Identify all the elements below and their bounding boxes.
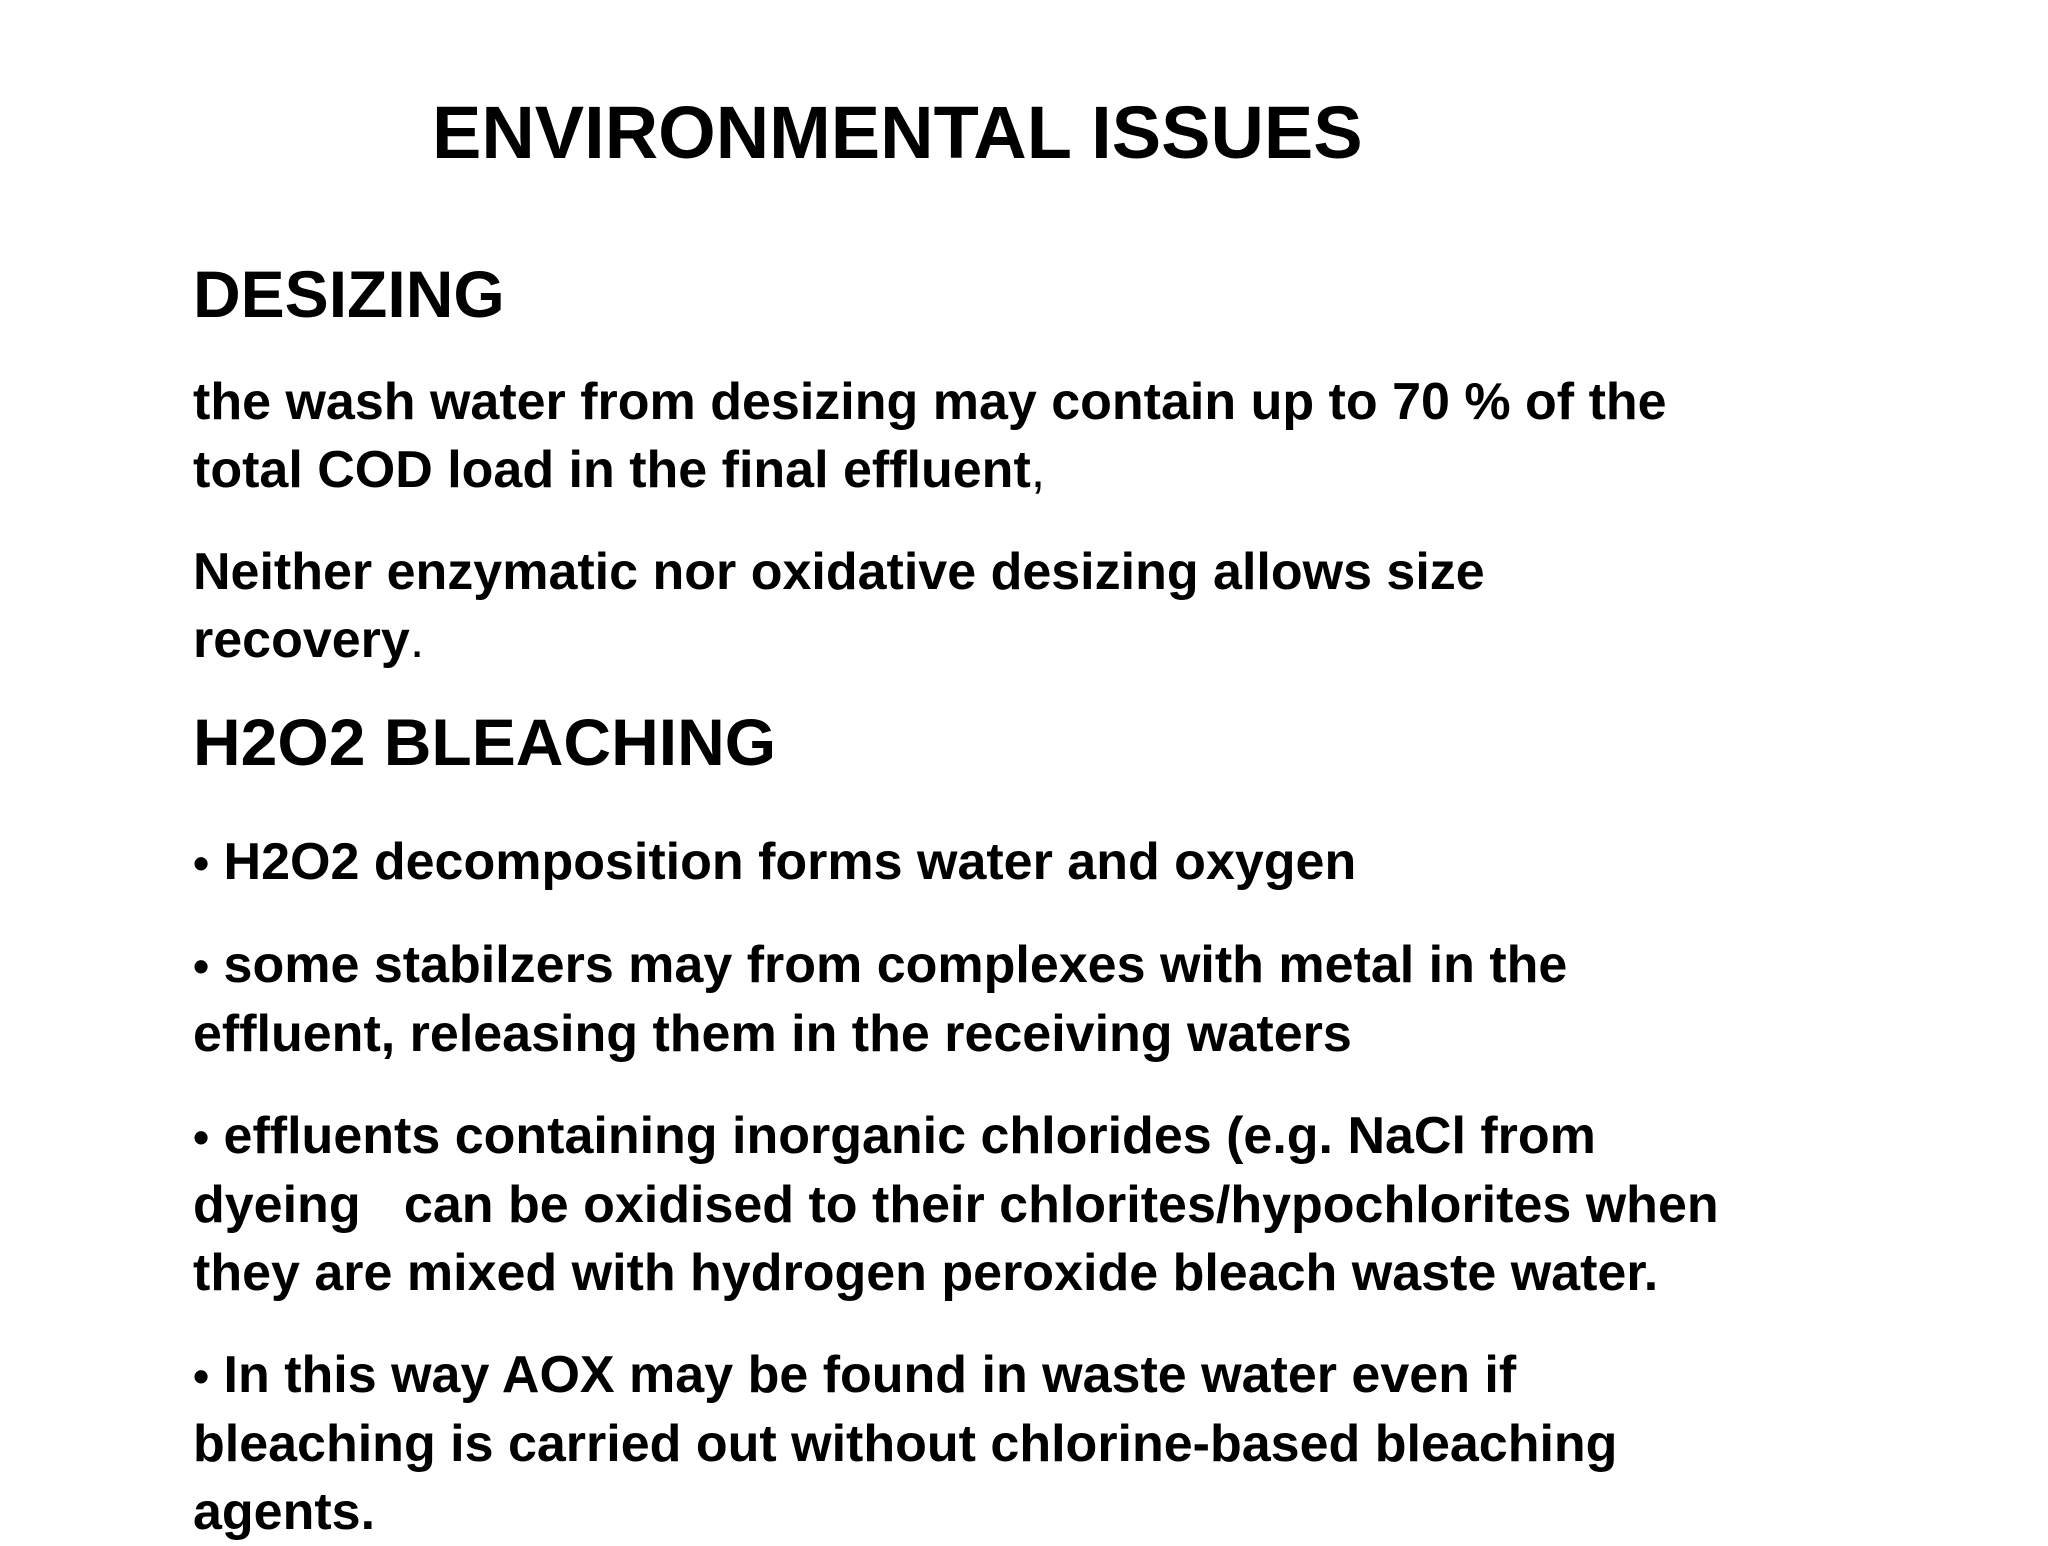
bullet-line: In this way AOX may be found in waste water even if bbox=[209, 1346, 1517, 1404]
paragraph-desizing-cod bbox=[193, 368, 1993, 504]
bullet-icon: • bbox=[193, 940, 210, 992]
bullet-line: bleaching is carried out without chlorine-based bleaching bbox=[193, 1415, 1618, 1473]
paragraph-line: recovery bbox=[193, 611, 410, 669]
bullet-line: agents. bbox=[193, 1483, 376, 1541]
paragraph-desizing-recovery bbox=[193, 538, 1993, 674]
bullet-line: dyeing can be oxidised to their chlorites/hypochlorites when bbox=[193, 1176, 1719, 1234]
slide-title: ENVIRONMENTAL ISSUES bbox=[432, 91, 1363, 174]
bullet-item bbox=[193, 1341, 1993, 1546]
bullet-line: effluents containing inorganic chlorides (e.g. NaCl from bbox=[209, 1107, 1596, 1165]
bullet-icon: • bbox=[193, 837, 210, 889]
paragraph-line: Neither enzymatic nor oxidative desizing allows size bbox=[193, 543, 1485, 601]
bullet-item bbox=[193, 931, 1993, 1068]
bullet-line: H2O2 decomposition forms water and oxygen bbox=[209, 833, 1357, 891]
bullet-line: some stabilzers may from complexes with metal in the bbox=[209, 936, 1568, 994]
section-heading-h2o2-bleaching: H2O2 BLEACHING bbox=[193, 705, 777, 779]
bullet-item bbox=[193, 828, 1993, 897]
paragraph-punctuation: , bbox=[1030, 441, 1046, 499]
paragraph-line: the wash water from desizing may contain up to 70 % of the bbox=[193, 373, 1667, 431]
bullet-icon: • bbox=[193, 1111, 210, 1163]
paragraph-punctuation: . bbox=[409, 611, 425, 669]
bullet-line: they are mixed with hydrogen peroxide bleach waste water. bbox=[193, 1244, 1659, 1302]
paragraph-line: total COD load in the final effluent bbox=[193, 441, 1031, 499]
bullet-item bbox=[193, 1102, 1993, 1307]
section-heading-desizing: DESIZING bbox=[193, 257, 505, 331]
bullet-line: effluent, releasing them in the receiving waters bbox=[193, 1005, 1352, 1063]
bullet-icon: • bbox=[193, 1350, 210, 1402]
slide-content bbox=[193, 256, 1993, 1546]
